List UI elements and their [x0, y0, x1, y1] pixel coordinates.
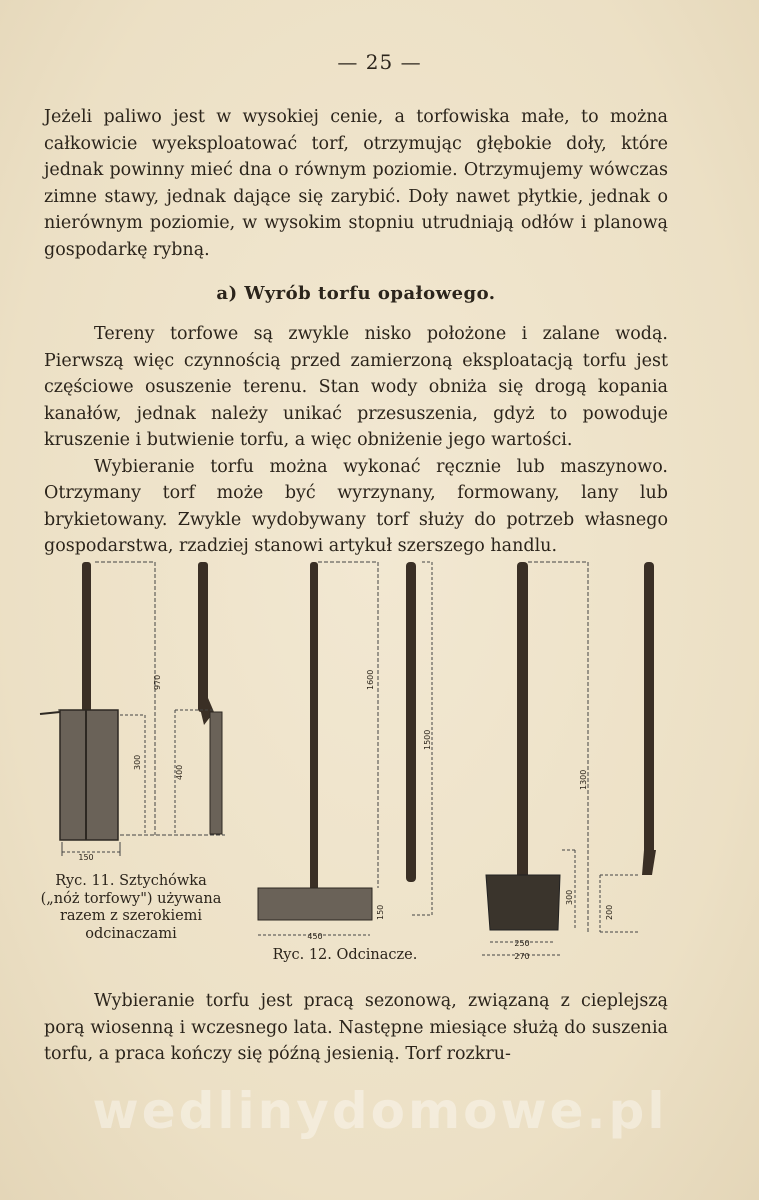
fig12-blade-label: 150 [376, 904, 385, 920]
wide-spade-drawing [482, 562, 656, 961]
intro-paragraph: Jeżeli paliwo jest w wysokiej cenie, a torfowiska małe, to można całkowicie wyeksploatować torf, otrzymując głębokie doły, które jednak powinny mieć dna o równym poziomie. Otrzymujemy wówczas zimne stawy, jednak dające się zarybić. Doły nawet płytkie, jednak o nierównym poziomie, w wysokim stopniu utrudniają odłów i planową gospodarkę rybną. [44, 107, 668, 260]
fig13-blade-label: 300 [565, 889, 574, 905]
extraction-paragraph: Wybieranie torfu można wykonać ręcznie lub maszynowo. Otrzymany torf może być wyrzynany, formowany, lany lub brykietowany. Zwykle wydobywany torf służy do potrzeb własnego gospodarstwa, rzadziej stanowi artykuł szerszego handlu. [44, 456, 668, 556]
season-paragraph-block [44, 988, 668, 1068]
terrain-paragraph-block [44, 321, 668, 560]
fig13-width-label: 250 [514, 939, 530, 948]
fig13-side-label: 200 [605, 904, 614, 920]
fig12-side-label: 1500 [423, 729, 432, 750]
fig11-blade-label: 300 [133, 754, 142, 770]
fig13-width2-label: 270 [514, 952, 530, 961]
intro-paragraph-block [44, 104, 668, 263]
fig11-side-label: 400 [175, 764, 184, 780]
figure-12-caption: Ryc. 12. Odcinacze. [272, 947, 418, 963]
cutter-drawing [258, 562, 432, 941]
page-number: — 25 — [337, 50, 422, 74]
tool-figures [0, 550, 759, 980]
fig13-tall-label: 1300 [579, 769, 588, 790]
fig12-tall-label: 1600 [366, 669, 375, 690]
fig11-height-label: 970 [153, 674, 162, 690]
season-paragraph: Wybieranie torfu jest pracą sezonową, związaną z cieplejszą porą wiosenną i wczesnego lata. Następne miesiące służą do suszenia torfu, a praca kończy się późną jesienią. Torf rozkru- [44, 991, 668, 1064]
figure-11-caption: Ryc. 11. Sztychówka („nóż torfowy") używana razem z szerokiemi odcinaczami [40, 873, 222, 942]
section-heading: a) Wyrób torfu opałowego. [216, 283, 496, 304]
fig11-width-label: 150 [78, 853, 94, 862]
watermark: wedlinydomowe.pl [92, 1082, 668, 1140]
peat-spade-drawing [40, 562, 225, 862]
fig12-width-label: 450 [307, 932, 323, 941]
terrain-paragraph: Tereny torfowe są zwykle nisko położone i zalane wodą. Pierwszą więc czynnością przed zamierzoną eksploatacją torfu jest częściowe osuszenie terenu. Stan wody obniża się drogą kopania kanałów, jednak należy unikać przesuszenia, gdyż to powoduje kruszenie i butwienie torfu, a więc obniżenie jego wartości. [44, 324, 668, 450]
